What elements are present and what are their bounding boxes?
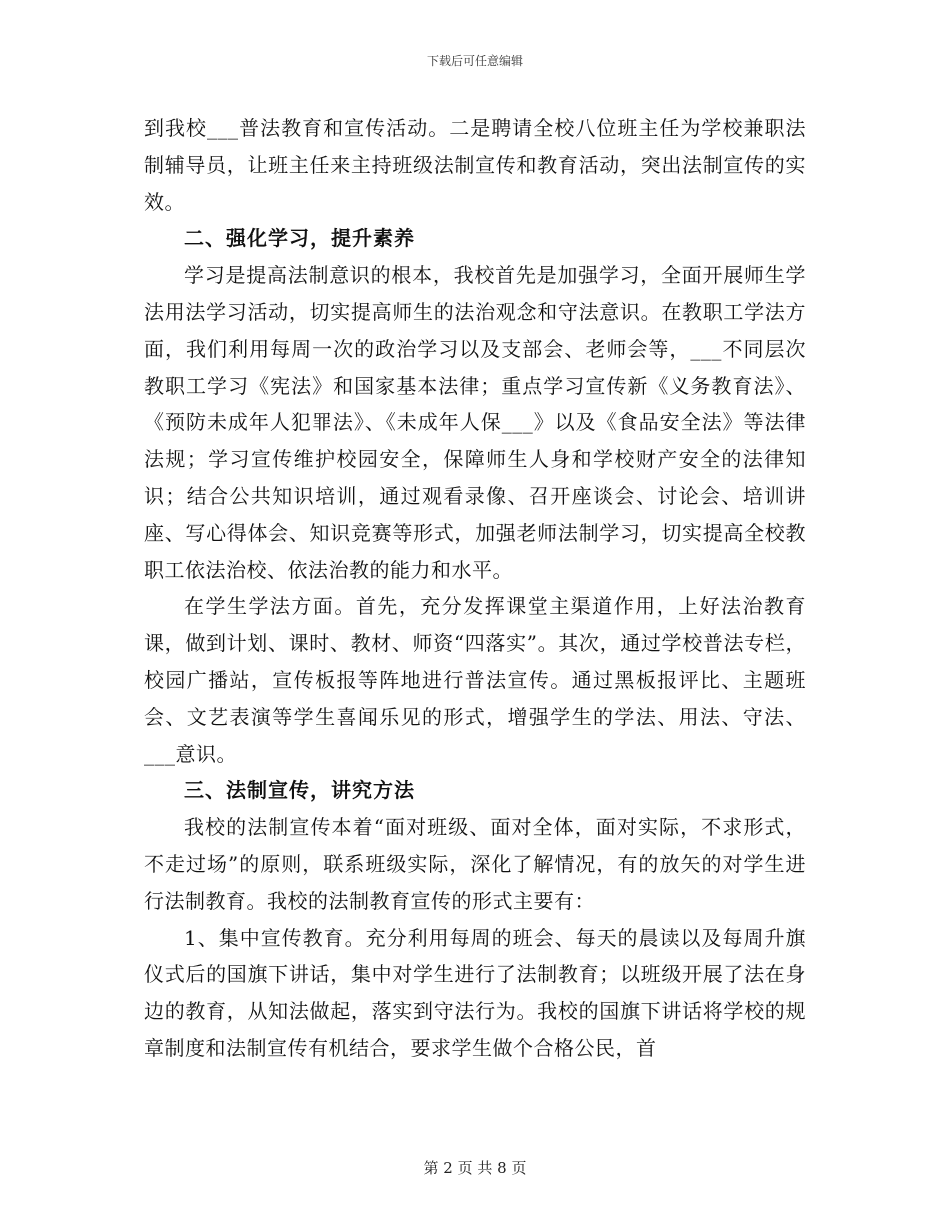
paragraph-student-study: 在学生学法方面。首先，充分发挥课堂主渠道作用，上好法治教育课，做到计划、课时、教材、师资“四落实”。其次，通过学校普法专栏，校园广播站，宣传板报等阵地进行普法宣传。通过黑板报评比、主题班会、文艺表演等学生喜闻乐见的形式，增强学生的学法、用法、守法、___意识。 [144, 594, 806, 766]
paragraph-staff-study: 学习是提高法制意识的根本，我校首先是加强学习，全面开展师生学法用法学习活动，切实提高师生的法治观念和守法意识。在教职工学法方面，我们利用每周一次的政治学习以及支部会、老师会等，___不同层次教职工学习《宪法》和国家基本法律；重点学习宣传新《义务教育法》、《预防未成年人犯罪法》、《未成年人保___》以及《食品安全法》等法律法规；学习宣传维护校园安全，保障师生人身和学校财产安全的法律知识；结合公共知识培训，通过观看录像、召开座谈会、讨论会、培训讲座、写心得体会、知识竞赛等形式，加强老师法制学习，切实提高全校教职工依法治校、依法治教的能力和水平。 [144, 263, 806, 582]
section-heading-2: 二、强化学习，提升素养 [184, 226, 415, 251]
page-header: 下载后可任意编辑 [426, 54, 523, 68]
paragraph-publicity-principle: 我校的法制宣传本着“面对班级、面对全体，面对实际，不求形式，不走过场”的原则，联系班级实际，深化了解情况，有的放矢的对学生进行法制教育。我校的法制教育宣传的形式主要有： [144, 815, 806, 913]
paragraph-continued: 到我校___普法教育和宣传活动。二是聘请全校八位班主任为学校兼职法制辅导员，让班主任来主持班级法制宣传和教育活动，突出法制宣传的实效。 [144, 116, 806, 214]
paragraph-item-1: 1、集中宣传教育。充分利用每周的班会、每天的晨读以及每周升旗仪式后的国旗下讲话，集中对学生进行了法制教育；以班级开展了法在身边的教育，从知法做起，落实到守法行为。我校的国旗下讲话将学校的规章制度和法制宣传有机结合，要求学生做个合格公民，首 [144, 925, 806, 1060]
page-number-footer: 第 2 页 共 8 页 [423, 1159, 527, 1177]
document-body [144, 110, 806, 1067]
section-heading-3: 三、法制宣传，讲究方法 [184, 778, 415, 803]
